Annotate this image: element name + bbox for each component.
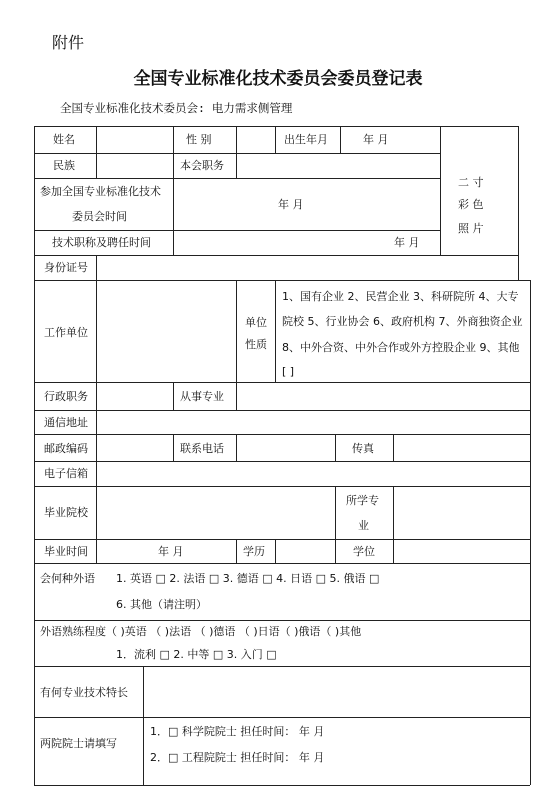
label-title-ym: 年 月: [394, 236, 420, 249]
table-line: [96, 461, 97, 486]
label-work-unit: 工作单位: [44, 326, 88, 339]
label-grad-ym: 年 月: [158, 545, 184, 558]
label-studied-1: 所学专: [346, 494, 379, 507]
label-phone: 联系电话: [180, 442, 224, 455]
label-fax: 传真: [352, 442, 374, 455]
label-join-ym: 年 月: [278, 198, 304, 211]
table-line: [96, 434, 97, 461]
table-line: [34, 230, 440, 231]
table-line: [173, 153, 174, 178]
label-postcode: 邮政编码: [44, 442, 88, 455]
label-edu: 学历: [243, 545, 265, 558]
table-line: [143, 666, 144, 717]
label-unit-nature-2: 性质: [245, 338, 267, 351]
label-position: 本会职务: [180, 159, 224, 172]
table-line: [275, 539, 276, 563]
table-line: [236, 539, 237, 563]
table-line: [96, 280, 97, 382]
table-line: [96, 382, 97, 410]
label-title-time: 技术职称及聘任时间: [52, 236, 151, 249]
table-line: [34, 434, 530, 435]
table-line: [335, 434, 336, 461]
table-line: [34, 410, 530, 411]
label-gender: 性 别: [186, 133, 212, 146]
label-join-time-2: 委员会时间: [72, 210, 127, 223]
table-line: [275, 280, 276, 382]
nature-option-line-1: 1、国有企业 2、民营企业 3、科研院所 4、大专: [282, 290, 519, 303]
table-line: [34, 785, 530, 786]
label-id-no: 身份证号: [44, 261, 88, 274]
label-birth-ym: 年 月: [363, 133, 389, 146]
table-line: [518, 126, 519, 280]
table-line: [34, 382, 530, 383]
table-line: [34, 255, 518, 256]
table-line: [34, 126, 35, 785]
committee-line: 全国专业标准化技术委员会: 电力需求侧管理: [60, 101, 293, 115]
label-join-time-1: 参加全国专业标准化技术: [40, 185, 161, 198]
table-line: [173, 230, 174, 255]
label-studied-2: 业: [358, 519, 369, 532]
label-grad-time: 毕业时间: [44, 545, 88, 558]
table-line: [530, 280, 531, 785]
table-line: [236, 153, 237, 178]
table-line: [173, 434, 174, 461]
table-line: [34, 486, 530, 487]
table-line: [173, 126, 174, 153]
table-line: [236, 280, 237, 382]
label-ethnic: 民族: [53, 159, 75, 172]
table-line: [96, 486, 97, 539]
label-degree: 学位: [353, 545, 375, 558]
attachment-label: 附件: [52, 33, 85, 52]
table-line: [96, 126, 97, 153]
lang-options: 1. 英语 □ 2. 法语 □ 3. 德语 □ 4. 日语 □ 5. 俄语 □: [116, 572, 380, 585]
table-line: [34, 280, 530, 281]
table-line: [393, 486, 394, 539]
table-line: [34, 666, 530, 667]
form-title: 全国专业标准化技术委员会委员登记表: [133, 69, 423, 89]
table-line: [236, 382, 237, 410]
label-specialty: 有何专业技术特长: [40, 686, 128, 699]
photo-line-1: 二 寸: [458, 176, 484, 189]
photo-line-3: 照 片: [458, 222, 484, 235]
table-line: [96, 153, 97, 178]
prof-levels: 1．流利 □ 2. 中等 □ 3. 入门 □: [116, 648, 277, 661]
academician-option-1: 1．□ 科学院院士 担任时间： 年 月: [150, 725, 325, 738]
table-line: [340, 126, 341, 153]
table-line: [236, 126, 237, 153]
table-line: [393, 434, 394, 461]
table-line: [96, 255, 97, 280]
table-line: [173, 178, 174, 230]
table-line: [34, 620, 530, 621]
table-line: [96, 410, 97, 434]
label-name: 姓名: [53, 133, 75, 146]
label-academician: 两院院士请填写: [40, 737, 117, 750]
label-unit-nature-1: 单位: [245, 316, 267, 329]
label-email: 电子信箱: [44, 467, 88, 480]
label-birth: 出生年月: [284, 133, 328, 146]
table-line: [34, 461, 530, 462]
academician-option-2: 2．□ 工程院院士 担任时间： 年 月: [150, 751, 325, 764]
table-line: [236, 434, 237, 461]
table-line: [34, 717, 530, 718]
table-line: [34, 178, 440, 179]
table-line: [275, 126, 276, 153]
label-lang: 会何种外语: [40, 572, 95, 585]
table-line: [393, 539, 394, 563]
prof-line: 外语熟练程度（ )英语 （ )法语 （ )德语 （ )日语（ )俄语（ )其他: [40, 625, 362, 638]
label-admin-post: 行政职务: [44, 390, 88, 403]
nature-option-line-2: 院校 5、行业协会 6、政府机构 7、外商独资企业: [282, 315, 523, 328]
photo-line-2: 彩 色: [458, 198, 484, 211]
table-line: [34, 153, 440, 154]
table-line: [34, 563, 530, 564]
label-school: 毕业院校: [44, 506, 88, 519]
table-line: [173, 382, 174, 410]
nature-option-line-3: 8、中外合资、中外合作或外方控股企业 9、其他: [282, 341, 520, 354]
table-line: [96, 539, 97, 563]
label-major: 从事专业: [180, 390, 224, 403]
nature-option-line-4: [ ]: [282, 365, 295, 378]
table-line: [34, 126, 518, 127]
label-address: 通信地址: [44, 416, 88, 429]
table-line: [440, 126, 441, 255]
table-line: [34, 539, 530, 540]
lang-other: 6. 其他（请注明）: [116, 598, 207, 611]
table-line: [335, 486, 336, 539]
table-line: [143, 717, 144, 785]
table-line: [335, 539, 336, 563]
